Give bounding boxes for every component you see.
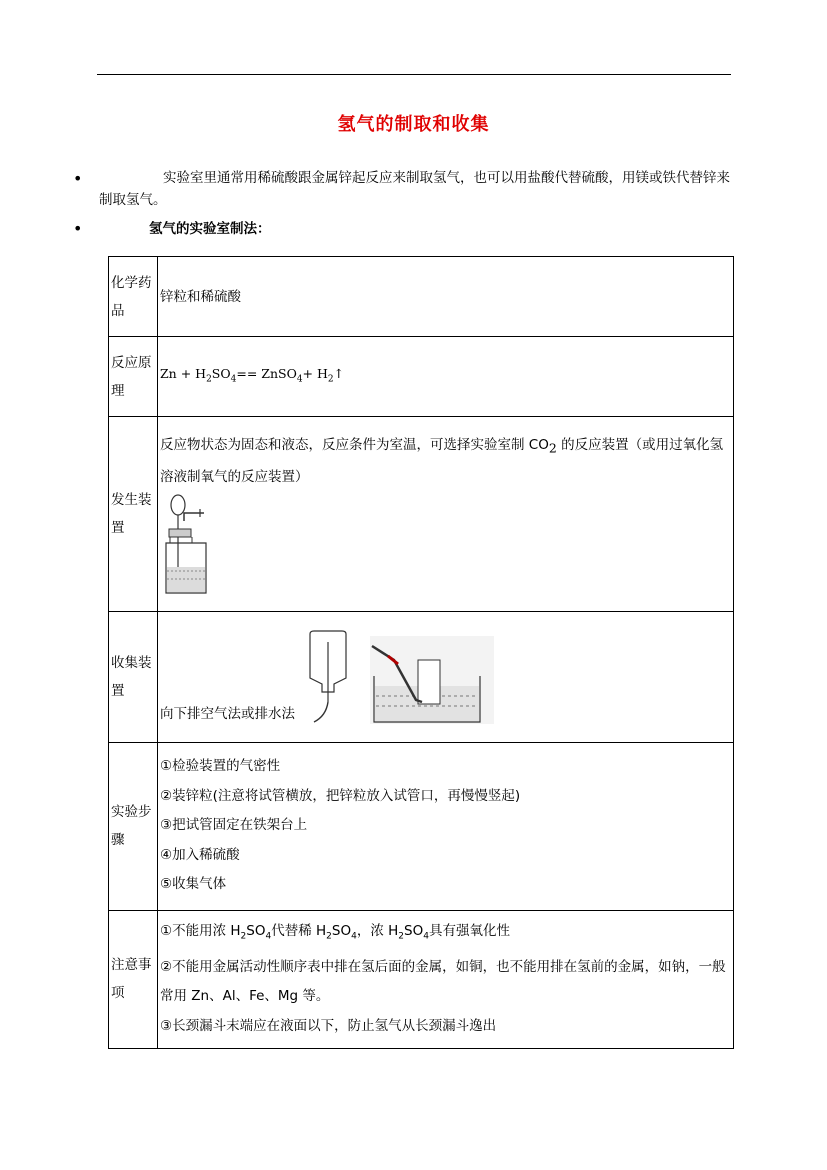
downward-air-displacement-icon [304, 630, 354, 725]
generator-apparatus-icon [160, 491, 220, 601]
collection-cell [158, 611, 734, 742]
step-5: ⑤收集气体 [160, 876, 227, 893]
table-row [109, 910, 734, 1048]
bullet-2: • [73, 219, 83, 238]
label-notes: 注意事项 [109, 910, 158, 1048]
table-row [109, 337, 734, 417]
label-chemicals: 化学药品 [109, 257, 158, 337]
collection-text: 向下排空气法或排水法 [160, 705, 295, 722]
section-heading: 氢气的实验室制法： [149, 221, 271, 237]
steps-cell [158, 742, 734, 910]
note-3: ③长颈漏斗末端应在液面以下，防止氢气从长颈漏斗逸出 [160, 1017, 497, 1034]
apparatus-text: 反应物状态为固态和液态，反应条件为室温，可选择实验室制 $CO_2$ 的反应装置（或用过氧化氢溶液制氧气的反应装置） [160, 437, 724, 485]
label-principle: 反应原理 [109, 337, 158, 417]
chemicals-value: 锌粒和稀硫酸 [158, 257, 734, 337]
table-row [109, 257, 734, 337]
step-4: ④加入稀硫酸 [160, 846, 240, 863]
table-row [109, 611, 734, 742]
label-collection: 收集装置 [109, 611, 158, 742]
apparatus-cell [158, 417, 734, 612]
reaction-equation: $Zn + H_2SO_4==$ ZnSO$_4$+ $H_2↑$ [158, 337, 734, 417]
step-3: ③把试管固定在铁架台上 [160, 817, 308, 834]
header-rule [97, 74, 731, 75]
intro-paragraph: 实验室里通常用稀硫酸跟金属锌起反应来制取氢气，也可以用盐酸代替硫酸，用镁或铁代替锌来制取氢气。 [99, 170, 730, 208]
table-row [109, 417, 734, 612]
label-steps: 实验步骤 [109, 742, 158, 910]
method-table [108, 256, 734, 1049]
note-1: ①不能用浓 $H_2SO_4$代替稀 $H_2SO_4$，浓 $H_2SO_4$具有强氧化性 [160, 923, 510, 943]
label-apparatus: 发生装置 [109, 417, 158, 612]
page-title: 氢气的制取和收集 [337, 114, 490, 135]
step-2: ②装锌粒(注意将试管横放，把锌粒放入试管口，再慢慢竖起) [160, 787, 521, 804]
note-2: ②不能用金属活动性顺序表中排在氢后面的金属，如铜，也不能用排在氢前的金属，如钠，一般常用 Zn、Al、Fe、Mg 等。 [160, 958, 726, 1005]
notes-cell [158, 910, 734, 1048]
table-row [109, 742, 734, 910]
water-displacement-icon [370, 636, 494, 724]
step-1: ①检验装置的气密性 [160, 758, 281, 775]
bullet-1: • [73, 169, 83, 188]
